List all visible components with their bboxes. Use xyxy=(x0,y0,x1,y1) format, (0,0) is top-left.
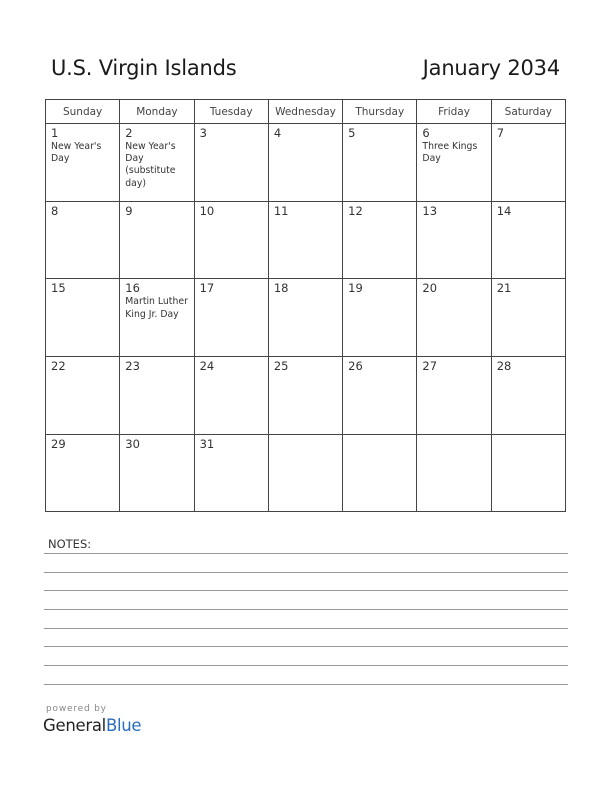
day-number: 17 xyxy=(199,281,215,296)
day-number: 22 xyxy=(51,359,66,374)
day-number: 3 xyxy=(199,126,207,140)
day-number: 7 xyxy=(496,126,505,140)
day-cell xyxy=(194,357,268,435)
day-number: 14 xyxy=(496,203,512,218)
day-cell xyxy=(120,124,194,202)
day-cell xyxy=(46,434,120,512)
day-number: 1 xyxy=(51,126,59,140)
day-cell xyxy=(120,279,194,357)
week-row xyxy=(46,434,566,512)
day-cell xyxy=(417,279,491,357)
day-cell xyxy=(491,201,565,279)
day-number: 25 xyxy=(273,359,289,374)
day-number: 11 xyxy=(273,203,289,218)
day-cell xyxy=(491,124,565,202)
day-cell xyxy=(194,201,268,279)
day-cell xyxy=(491,279,565,357)
day-number: 30 xyxy=(125,436,140,451)
holiday-label: Martin Luther King Jr. Day xyxy=(125,296,188,320)
weekday-header: Tuesday xyxy=(194,100,268,124)
day-number: 12 xyxy=(348,203,363,218)
day-cell xyxy=(417,201,491,279)
weekday-header: Saturday xyxy=(491,100,565,124)
day-number: 20 xyxy=(422,281,438,296)
day-number: 16 xyxy=(125,281,140,296)
day-cell xyxy=(46,124,120,202)
day-cell xyxy=(268,201,342,279)
day-cell xyxy=(46,201,120,279)
day-number: 6 xyxy=(422,126,430,140)
notes-line xyxy=(44,590,568,591)
day-number: 13 xyxy=(422,203,438,218)
day-cell xyxy=(417,124,491,202)
day-number: 8 xyxy=(51,203,59,218)
notes-line xyxy=(44,665,568,666)
notes-line xyxy=(44,684,568,685)
powered-by-text: powered by xyxy=(46,704,107,714)
day-cell xyxy=(268,357,342,435)
notes-label: NOTES: xyxy=(48,537,92,551)
day-number: 2 xyxy=(125,126,133,140)
day-cell xyxy=(120,357,194,435)
calendar-grid xyxy=(45,99,566,512)
day-cell xyxy=(268,124,342,202)
generalblue-logo xyxy=(43,716,141,735)
day-cell xyxy=(268,279,342,357)
weekday-header: Friday xyxy=(417,100,491,124)
brand-general-text: General xyxy=(43,716,106,735)
weekday-header: Monday xyxy=(120,100,194,124)
weekday-header-row xyxy=(46,100,566,124)
day-cell xyxy=(417,434,491,512)
week-row xyxy=(46,201,566,279)
day-number: 9 xyxy=(125,203,133,218)
day-number: 28 xyxy=(496,359,512,374)
day-cell xyxy=(194,124,268,202)
day-cell xyxy=(120,201,194,279)
day-cell xyxy=(417,357,491,435)
region-title: U.S. Virgin Islands xyxy=(51,56,237,80)
week-row xyxy=(46,124,566,202)
day-number: 29 xyxy=(51,436,66,451)
month-year-title: January 2034 xyxy=(422,56,560,80)
day-cell xyxy=(343,279,417,357)
weekday-header: Thursday xyxy=(343,100,417,124)
holiday-label: New Year's Day xyxy=(51,141,102,165)
holiday-label: Three Kings Day xyxy=(422,141,478,165)
day-number: 15 xyxy=(51,281,66,296)
day-number: 26 xyxy=(348,359,363,374)
week-row xyxy=(46,357,566,435)
day-cell xyxy=(491,434,565,512)
brand-blue-text: Blue xyxy=(105,716,142,735)
holiday-label: New Year's Day (substitute day) xyxy=(125,141,176,189)
notes-line xyxy=(44,609,568,610)
day-cell xyxy=(120,434,194,512)
day-cell xyxy=(343,357,417,435)
day-number: 4 xyxy=(273,126,282,140)
day-cell xyxy=(194,279,268,357)
day-number: 19 xyxy=(348,281,363,296)
day-cell xyxy=(194,434,268,512)
week-row xyxy=(46,279,566,357)
day-number: 21 xyxy=(496,281,512,296)
day-number: 27 xyxy=(422,359,438,374)
notes-line xyxy=(44,646,568,647)
day-number: 10 xyxy=(199,203,215,218)
notes-line xyxy=(44,572,568,573)
day-cell xyxy=(268,434,342,512)
day-cell xyxy=(46,279,120,357)
day-number: 24 xyxy=(199,359,215,374)
notes-line xyxy=(44,553,568,554)
day-number: 31 xyxy=(199,436,215,451)
day-number: 5 xyxy=(348,126,356,140)
day-cell xyxy=(343,201,417,279)
weekday-header: Sunday xyxy=(46,100,120,124)
day-cell xyxy=(491,357,565,435)
weekday-header: Wednesday xyxy=(268,100,342,124)
day-cell xyxy=(46,357,120,435)
day-cell xyxy=(343,124,417,202)
day-number: 18 xyxy=(273,281,289,296)
day-cell xyxy=(343,434,417,512)
notes-line xyxy=(44,628,568,629)
day-number: 23 xyxy=(125,359,140,374)
